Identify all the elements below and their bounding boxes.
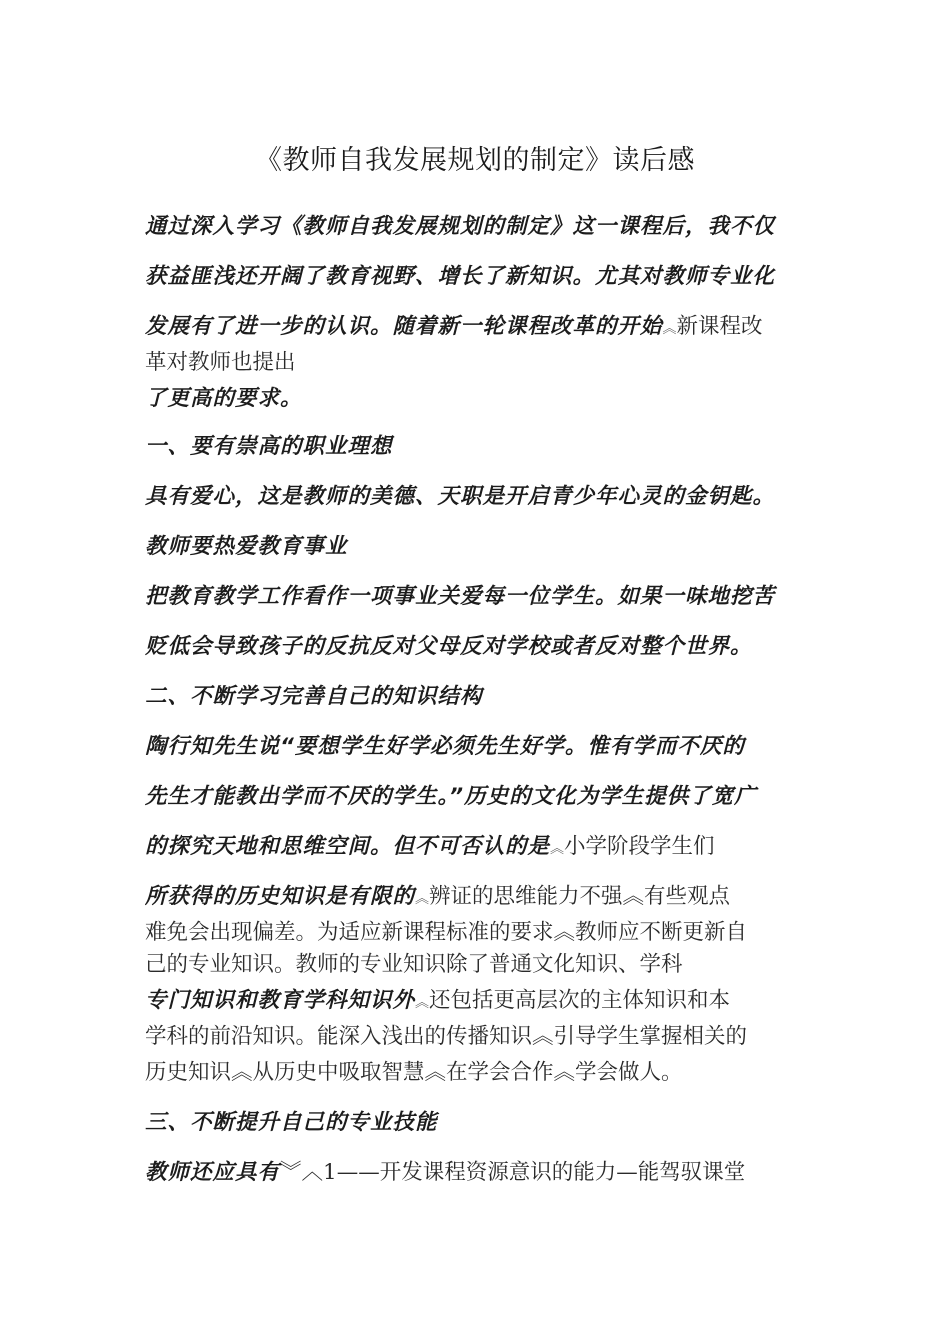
separator-glyph: ︽ <box>662 321 677 337</box>
handwritten-text: 通过深入学习《教师自我发展规划的制定》这一课程后，我不仅 <box>145 214 776 239</box>
text-line <box>145 832 810 863</box>
printed-text: 还包括更高层次的主体知识和本 <box>429 988 731 1013</box>
printed-text: 小学阶段学生们 <box>564 834 715 859</box>
separator-glyph: ︽ <box>415 891 430 907</box>
printed-text: 己的专业知识。教师的专业知识除了普通文化知识、学科 <box>145 952 683 977</box>
separator-glyph: ︽ <box>550 841 565 857</box>
text-line <box>145 1158 810 1187</box>
printed-text: 辨证的思维能力不强︽有些观点 <box>429 884 731 909</box>
handwritten-text: 获益匪浅还开阔了教育视野、增长了新知识。尤其对教师专业化 <box>145 264 776 289</box>
text-line <box>145 1058 810 1087</box>
text-line <box>145 882 810 913</box>
text-line <box>145 482 810 511</box>
section-heading <box>145 1108 810 1137</box>
text-line <box>145 1022 810 1051</box>
printed-text: 学科的前沿知识。能深入浅出的传播知识︽引导学生掌握相关的 <box>145 1024 748 1049</box>
text-line <box>145 312 810 343</box>
text-line <box>145 918 810 947</box>
separator-glyph: ︽ <box>415 995 430 1011</box>
text-line <box>145 348 810 377</box>
handwritten-text: 三、不断提升自己的专业技能 <box>145 1110 438 1135</box>
text-line <box>145 212 810 241</box>
handwritten-text: 教师还应具有 <box>145 1160 281 1185</box>
handwritten-text: 先生才能教出学而不厌的学生。”历史的文化为学生提供了宽广 <box>145 784 757 809</box>
text-line <box>145 262 810 291</box>
handwritten-text: 具有爱心，这是教师的美德、天职是开启青少年心灵的金钥匙。 <box>145 484 776 509</box>
handwritten-text: 一、要有崇高的职业理想 <box>145 434 393 459</box>
handwritten-text: 把教育教学工作看作一项事业关爱每一位学生。如果一味地挖苦 <box>145 584 776 609</box>
text-line <box>145 950 810 979</box>
handwritten-text: 所获得的历史知识是有限的 <box>145 884 416 909</box>
handwritten-text: 陶行知先生说“要想学生好学必须先生好学。惟有学而不厌的 <box>145 734 745 759</box>
text-line <box>145 632 810 661</box>
handwritten-text: 了更高的要求。 <box>145 386 303 411</box>
handwritten-text: 的探究天地和思维空间。但不可否认的是 <box>145 834 551 859</box>
text-line <box>145 532 810 561</box>
handwritten-text: 贬低会导致孩子的反抗反对父母反对学校或者反对整个世界。 <box>145 634 753 659</box>
handwritten-text: 二、不断学习完善自己的知识结构 <box>145 684 483 709</box>
text-line <box>145 582 810 611</box>
printed-text: 难免会出现偏差。为适应新课程标准的要求︽教师应不断更新自 <box>145 920 748 945</box>
printed-text: 革对教师也提出 <box>145 350 296 375</box>
section-heading <box>145 682 810 711</box>
text-line <box>145 384 810 413</box>
section-heading <box>145 432 810 461</box>
document-title: 《教师自我发展规划的制定》读后感 <box>255 145 695 176</box>
printed-text: ︾︿1——开发课程资源意识的能力—能驾驭课堂 <box>280 1160 746 1185</box>
handwritten-text: 发展有了进一步的认识。随着新一轮课程改革的开始 <box>145 314 663 339</box>
text-line <box>145 782 810 811</box>
text-line <box>145 732 810 761</box>
text-line <box>145 986 810 1017</box>
handwritten-text: 教师要热爱教育事业 <box>145 534 348 559</box>
printed-text: 历史知识︽从历史中吸取智慧︽在学会合作︽学会做人。 <box>145 1060 683 1085</box>
printed-text: 新课程改 <box>676 314 763 339</box>
handwritten-text: 专门知识和教育学科知识外 <box>145 988 416 1013</box>
